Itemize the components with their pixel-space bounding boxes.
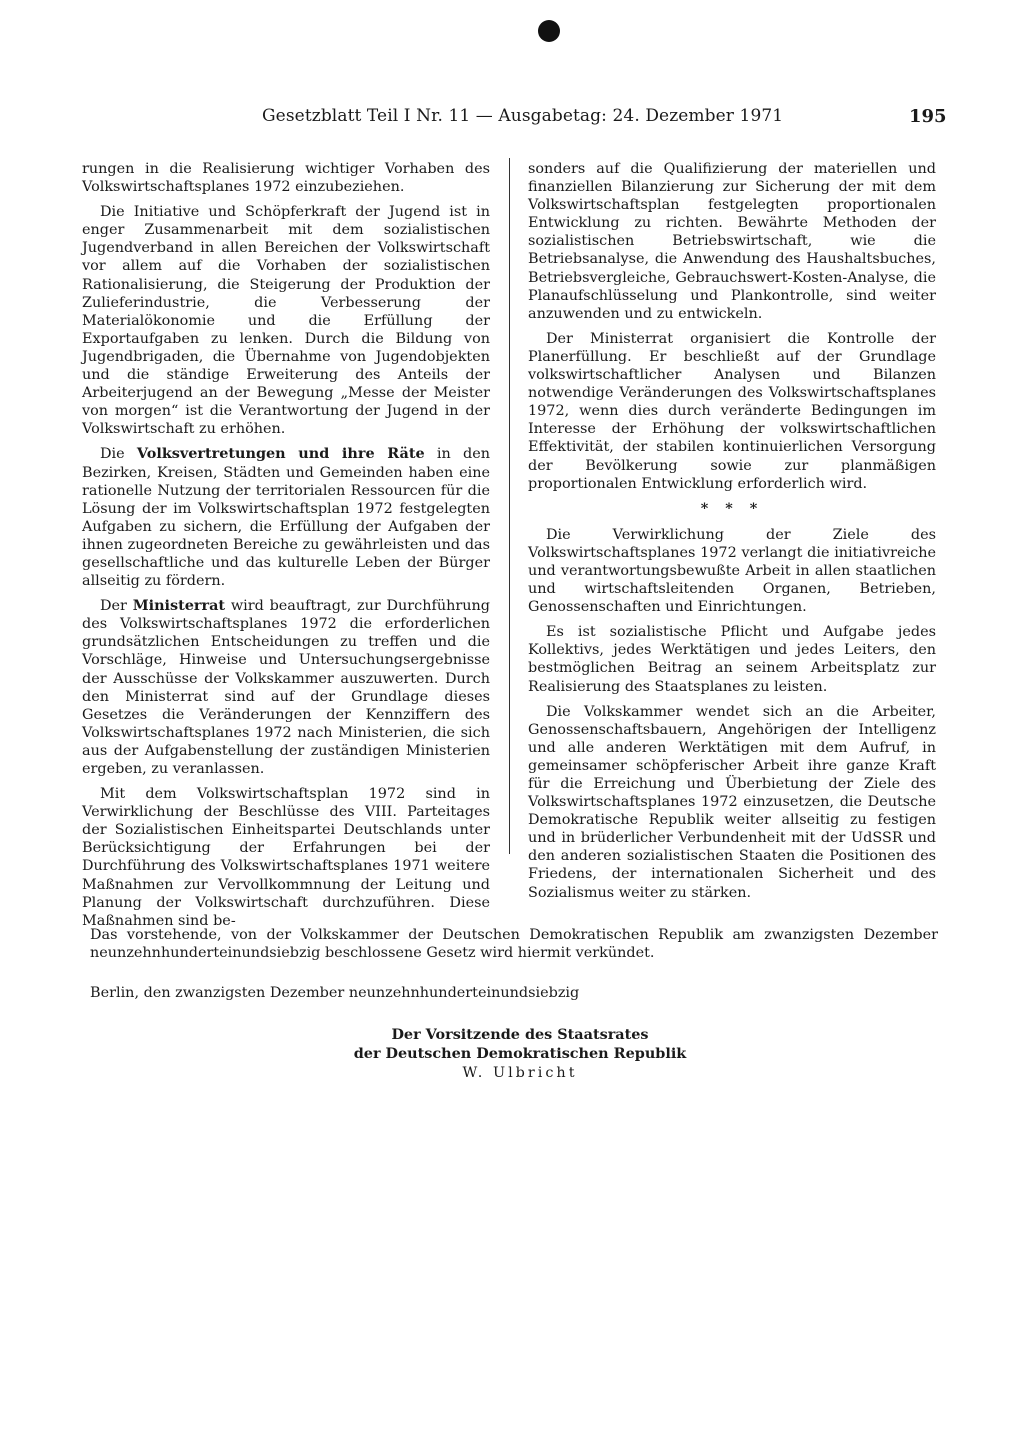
paragraph-lead: Der <box>100 598 127 615</box>
paragraph: sonders auf die Qualifizierung der materiellen und finanziellen Bilanzierung zur Sicherung der mit dem Volkswirtschaftsplan festgelegten proportionalen Entwicklung zu richten. Bewährte Methoden der sozialistischen Betriebswirtschaft, wie die Betriebsanalyse, die Anwendung des Haushaltsbuches, Betriebsvergleiche, Gebrauchswert-Kosten-Analyse, die Planaufschlüsselung und Plankontrolle, sind weiter anzuwenden und zu entwickeln. <box>528 161 936 322</box>
paragraph: Die Volkskammer wendet sich an die Arbeiter, Genossenschaftsbauern, Angehörigen der Intelligenz und alle anderen Werktätigen mit dem Aufruf, in gemeinsamer schöpferischer Arbeit ihre ganze Kraft für die Erreichung und Überbietung der Ziele des Volkswirtschaftsplanes 1972 einzusetzen, die Deutsche Demokratische Republik weiter allseitig zu festigen und in brüderlicher Verbundenheit mit der UdSSR und den anderen sozialistischen Staaten die Positionen des Friedens, der internationalen Sicherheit und des Sozialismus weiter zu stärken. <box>528 703 936 901</box>
paragraph <box>82 597 490 778</box>
page-number: 195 <box>909 106 947 127</box>
punch-hole-mark <box>538 20 560 42</box>
left-column <box>82 160 490 937</box>
signer-title-line-2: der Deutschen Demokratischen Republik <box>353 1045 687 1062</box>
place-and-date: Berlin, den zwanzigsten Dezember neunzehnhunderteinundsiebzig <box>90 985 580 1001</box>
paragraph <box>82 445 490 590</box>
paragraph: rungen in die Realisierung wichtiger Vorhaben des Volkswirtschaftsplanes 1972 einzubeziehen. <box>82 161 490 196</box>
paragraph-rest: wird beauftragt, zur Durchführung des Volkswirtschaftsplanes 1972 die erforderlichen grundsätzlichen Entscheidungen zu treffen und die Vorschläge, Hinweise und Untersuchungsergebnisse der Ausschüsse der Volkskammer auszuwerten. Durch den Ministerrat sind auf der Grundlage dieses Gesetzes die Veränderungen der Kennziffern des Volkswirtschaftsplanes 1972 nach Ministerien, die sich aus der Aufgabenstellung der zuständigen Ministerien ergeben, zu veranlassen. <box>82 598 490 777</box>
signer-name: W. Ulbricht <box>462 1065 578 1081</box>
bold-term: Volksvertretungen und ihre Räte <box>136 445 425 463</box>
section-separator: * * * <box>700 499 764 517</box>
paragraph: Es ist sozialistische Pflicht und Aufgabe jedes Kollektivs, jedes Werktätigen und jedes Leiters, den bestmöglichen Beitrag an seinem Arbeitsplatz zur Realisierung des Staatsplanes zu leisten. <box>528 624 936 695</box>
column-divider <box>509 158 510 854</box>
promulgation-statement: Das vorstehende, von der Volkskammer der Deutschen Demokratischen Republik am zwanzigsten Dezember neunzehnhunderteinundsiebzig beschlossene Gesetz wird hiermit verkündet. <box>90 927 938 961</box>
paragraph: Der Ministerrat organisiert die Kontrolle der Planerfüllung. Er beschließt auf der Grundlage volkswirtschaftlicher Analysen und Bilanzen notwendige Veränderungen des Volkswirtschaftsplanes 1972, wenn dies durch veränderte Bedingungen im Interesse der Erhöhung der volkswirtschaftlichen Effektivität, der stabilen kontinuierlichen Versorgung der Bevölkerung sowie zur planmäßigen proportionalen Entwicklung erforderlich wird. <box>528 330 936 492</box>
signer-title-line-1: Der Vorsitzende des Staatsrates <box>391 1026 649 1043</box>
bold-term: Ministerrat <box>132 597 226 615</box>
paragraph-rest: in den Bezirken, Kreisen, Städten und Gemeinden haben eine rationelle Nutzung der territorialen Ressourcen für die Lösung der im Volkswirtschaftsplan 1972 festgelegten Aufgaben zu sichern, die Erfüllung der Aufgaben der ihnen zugeordneten Bereiche zu gewährleisten und das gesellschaftliche und das kulturelle Leben der Bürger allseitig zu fördern. <box>82 446 491 590</box>
right-column <box>528 160 936 909</box>
paragraph: Mit dem Volkswirtschaftsplan 1972 sind in Verwirklichung der Beschlüsse des VIII. Parteitages der Sozialistischen Einheitspartei Deutschlands unter Berücksichtigung der Erfahrungen bei der Durchführung des Volkswirtschaftsplanes 1971 weitere Maßnahmen zur Vervollkommnung der Leitung und Planung der Volkswirtschaft durchzuführen. Diese Maßnahmen sind be- <box>82 786 490 929</box>
paragraph: Die Initiative und Schöpferkraft der Jugend ist in enger Zusammenarbeit mit dem sozialistischen Jugendverband in allen Bereichen der Volkswirtschaft vor allem auf die Vorhaben der sozialistischen Rationalisierung, die Steigerung der Produktion der Zulieferindustrie, die Verbesserung der Materialökonomie und die Erfüllung der Exportaufgaben zu lenken. Durch die Bildung von Jugendbrigaden, die Übernahme von Jugendobjekten und die ständige Erweiterung des Anteils der Arbeiterjugend an der Bewegung „Messe der Meister von morgen“ ist die Verantwortung der Jugend in der Volkswirtschaft zu erhöhen. <box>82 204 490 438</box>
paragraph-lead: Die <box>100 446 125 463</box>
paragraph: Die Verwirklichung der Ziele des Volkswirtschaftsplanes 1972 verlangt die initiativreiche und verantwortungsbewußte Arbeit in allen staatlichen und wirtschaftsleitenden Organen, Betrieben, Genossenschaften und Einrichtungen. <box>528 526 936 616</box>
running-header: Gesetzblatt Teil I Nr. 11 — Ausgabetag: 24. Dezember 1971 <box>262 106 784 126</box>
